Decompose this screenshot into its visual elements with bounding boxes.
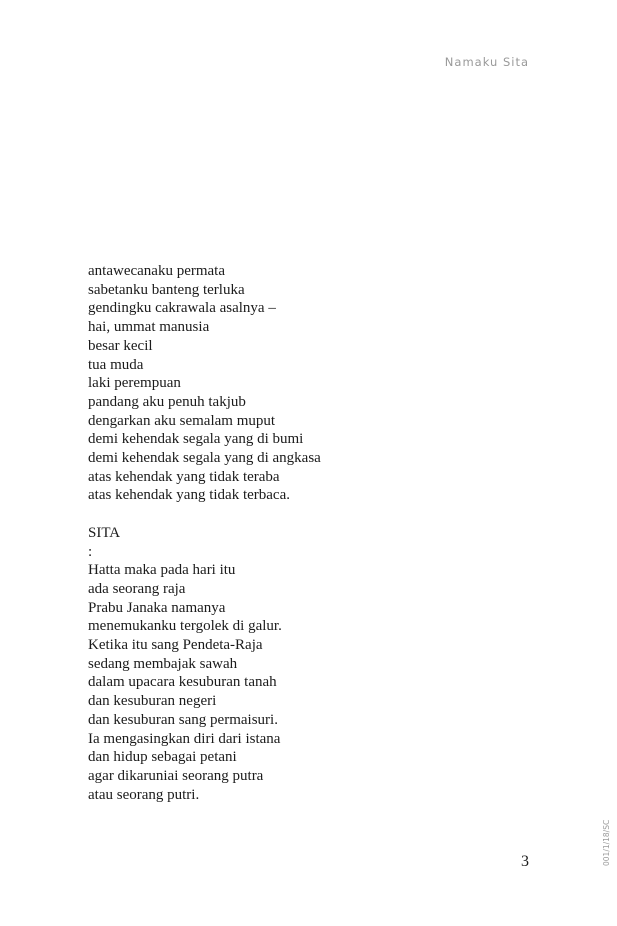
poem-line: tua muda: [88, 356, 144, 373]
poem-line: Prabu Janaka namanya: [88, 599, 226, 616]
poem-line: besar kecil: [88, 337, 153, 354]
poem-line: menemukanku tergolek di galur.: [88, 618, 282, 635]
poem-line: demi kehendak segala yang di bumi: [88, 431, 304, 448]
stanza-2: [88, 524, 508, 805]
poem-line: laki perempuan: [88, 375, 181, 392]
poem-line: demi kehendak segala yang di angkasa: [88, 450, 321, 467]
poem-line: atau seorang putri.: [88, 786, 200, 803]
poem-line: Ketika itu sang Pendeta-Raja: [88, 637, 263, 654]
poem-line: atas kehendak yang tidak teraba: [88, 468, 280, 485]
poem-line: atas kehendak yang tidak terbaca.: [88, 487, 290, 504]
poem-line: hai, ummat manusia: [88, 319, 210, 336]
poem-line: dan kesuburan negeri: [88, 693, 217, 710]
page-number: 3: [521, 853, 529, 870]
poem-line: Hatta maka pada hari itu: [88, 562, 236, 579]
poem-line: sabetanku banteng terluka: [88, 281, 245, 298]
speaker-colon: :: [88, 543, 93, 560]
poem-line: ada seorang raja: [88, 580, 186, 597]
running-header-title: Namaku Sita: [444, 55, 529, 69]
side-print-code: 001/1/18/SC: [602, 819, 611, 866]
poem-line: dan kesuburan sang permaisuri.: [88, 711, 278, 728]
poem-line: antawecanaku permata: [88, 263, 225, 279]
poem-line: gendingku cakrawala asalnya –: [88, 300, 276, 317]
poem-line: sedang membajak sawah: [88, 655, 238, 672]
poem-line: dengarkan aku semalam muput: [88, 412, 276, 429]
poem-line: dalam upacara kesuburan tanah: [88, 674, 277, 691]
poem-line: agar dikaruniai seorang putra: [88, 767, 264, 784]
speaker-name: SITA: [88, 524, 121, 541]
poem-line: pandang aku penuh takjub: [88, 393, 246, 410]
stanza-1: [88, 262, 508, 505]
poem-line: Ia mengasingkan diri dari istana: [88, 730, 281, 747]
poem-body: [88, 262, 508, 804]
poem-line: dan hidup sebagai petani: [88, 749, 237, 766]
